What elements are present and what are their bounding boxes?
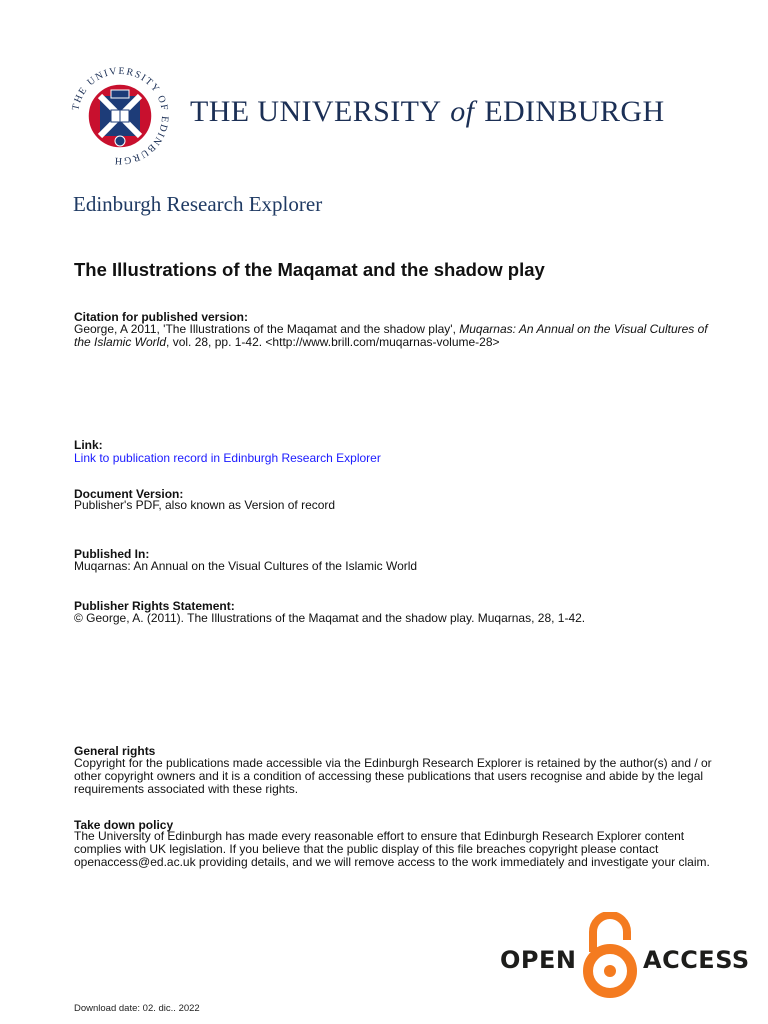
- publisher-rights-text: © George, A. (2011). The Illustrations of the Maqamat and the shadow play. Muqarnas, 28, 1-42.: [74, 611, 586, 625]
- university-wordmark: [190, 95, 665, 129]
- published-in-text: Muqarnas: An Annual on the Visual Cultures of the Islamic World: [74, 559, 418, 573]
- published-in-label: Published In:: [74, 547, 150, 561]
- open-access-logo: [500, 912, 750, 998]
- open-access-word-access: ACCESS: [643, 946, 750, 974]
- publisher-rights-label: Publisher Rights Statement:: [74, 599, 235, 613]
- open-access-word-open: OPEN: [500, 946, 577, 974]
- university-seal-logo: [70, 66, 170, 166]
- general-rights-text: Copyright for the publications made accessible via the Edinburgh Research Explorer is retained by the author(s) and / or other copyright owners and it is a condition of accessing these publications that users recognise and abide by the legal requirements associated with these rights.: [74, 756, 712, 796]
- take-down-text: The University of Edinburgh has made every reasonable effort to ensure that Edinburgh Research Explorer content complies with UK legislation. If you believe that the public display of this file breaches copyright please contact openaccess@ed.ac.uk providing details, and we will remove access to the work immediately and investigate your claim.: [74, 829, 710, 869]
- download-date: Download date: 02. dic.. 2022: [74, 1003, 200, 1014]
- general-rights-label: General rights: [74, 744, 156, 758]
- wordmark-of: of: [450, 95, 475, 128]
- link-label: Link:: [74, 438, 103, 452]
- document-version-text: Publisher's PDF, also known as Version of record: [74, 498, 336, 512]
- wordmark-part2: EDINBURGH: [484, 95, 665, 128]
- citation-journal: Muqarnas: An Annual on the Visual Cultures of the Islamic World: [74, 322, 708, 349]
- take-down-label: Take down policy: [74, 818, 174, 832]
- seal-text: THE UNIVERSITY OF EDINBURGH: [70, 66, 170, 166]
- paper-title: The Illustrations of the Maqamat and the shadow play: [74, 259, 545, 280]
- citation-text-start: George, A 2011, 'The Illustrations of the Maqamat and the shadow play',: [74, 322, 460, 336]
- wordmark-part1: THE UNIVERSITY: [190, 95, 441, 128]
- publication-record-link[interactable]: Link to publication record in Edinburgh Research Explorer: [74, 451, 381, 465]
- citation-text-end: , vol. 28, pp. 1-42. <http://www.brill.com/muqarnas-volume-28>: [166, 335, 500, 349]
- explorer-title: Edinburgh Research Explorer: [73, 192, 323, 216]
- padlock-icon: [579, 912, 641, 998]
- citation-text: [74, 323, 714, 349]
- citation-label: Citation for published version:: [74, 310, 249, 324]
- document-version-label: Document Version:: [74, 487, 184, 501]
